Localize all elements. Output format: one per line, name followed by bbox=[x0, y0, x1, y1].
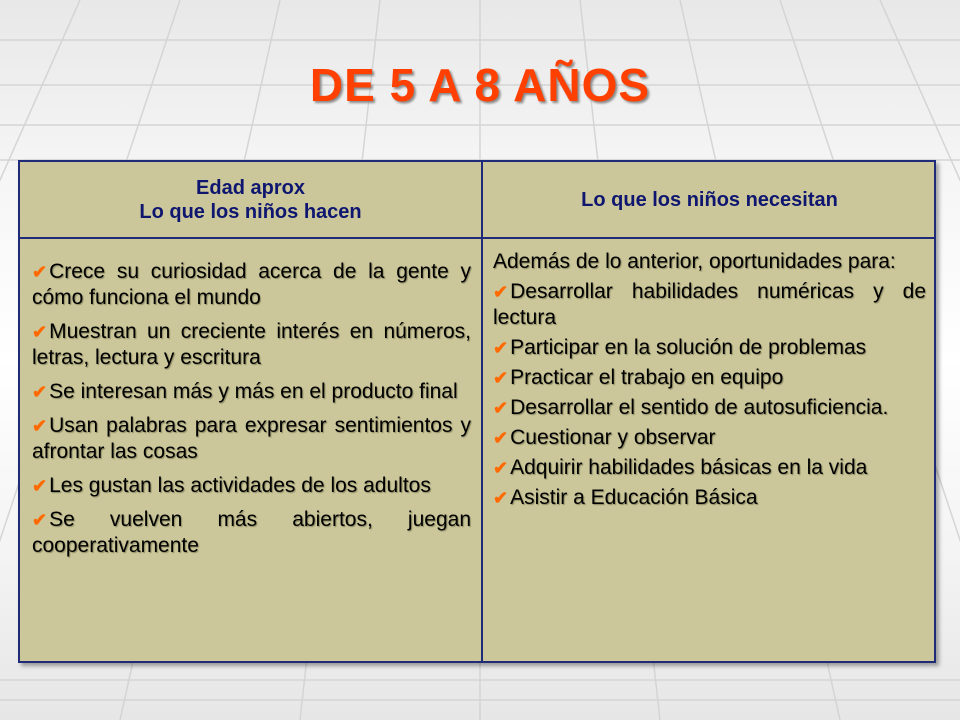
left-cell bbox=[20, 239, 481, 567]
checkmark-icon: ✔ bbox=[32, 510, 48, 530]
right-list-item bbox=[493, 485, 926, 511]
right-header-text: Lo que los niños necesitan bbox=[581, 188, 838, 211]
left-item-text: Les gustan las actividades de los adultos bbox=[49, 474, 431, 497]
right-cell bbox=[483, 239, 936, 515]
checkmark-icon: ✔ bbox=[493, 488, 509, 508]
right-list-item bbox=[493, 279, 926, 331]
left-item-text: Crece su curiosidad acerca de la gente y cómo funciona el mundo bbox=[32, 260, 471, 309]
left-column-header bbox=[20, 162, 481, 237]
right-list-item bbox=[493, 455, 926, 481]
right-item-text: Desarrollar el sentido de autosuficiencia. bbox=[510, 396, 889, 419]
left-list-item bbox=[32, 473, 471, 499]
checkmark-icon: ✔ bbox=[32, 476, 48, 496]
right-item-text: Adquirir habilidades básicas en la vida bbox=[510, 456, 868, 479]
right-item-text: Participar en la solución de problemas bbox=[510, 336, 867, 359]
right-intro-text: Además de lo anterior, oportunidades para: bbox=[493, 250, 896, 273]
left-list-item bbox=[32, 379, 471, 405]
checkmark-icon: ✔ bbox=[493, 368, 509, 388]
checkmark-icon: ✔ bbox=[32, 262, 48, 282]
right-list-item bbox=[493, 335, 926, 361]
left-list-item bbox=[32, 319, 471, 371]
right-item-text: Practicar el trabajo en equipo bbox=[510, 366, 784, 389]
left-header-line1: Edad aprox bbox=[196, 176, 305, 199]
page-title: DE 5 A 8 AÑOS bbox=[309, 59, 651, 111]
right-list-item bbox=[493, 395, 926, 421]
left-item-text: Se interesan más y más en el producto final bbox=[49, 380, 458, 403]
checkmark-icon: ✔ bbox=[493, 458, 509, 478]
right-column-header bbox=[483, 162, 936, 237]
right-item-text: Cuestionar y observar bbox=[510, 426, 716, 449]
right-item-text: Asistir a Educación Básica bbox=[510, 486, 758, 509]
left-header-line2: Lo que los niños hacen bbox=[139, 200, 362, 223]
checkmark-icon: ✔ bbox=[32, 416, 48, 436]
info-table bbox=[18, 160, 936, 663]
left-item-text: Muestran un creciente interés en números, letras, lectura y escritura bbox=[32, 320, 471, 369]
left-list-item bbox=[32, 413, 471, 465]
left-list-item bbox=[32, 259, 471, 311]
checkmark-icon: ✔ bbox=[493, 338, 509, 358]
left-item-text: Usan palabras para expresar sentimientos y afrontar las cosas bbox=[32, 414, 471, 463]
right-item-text: Desarrollar habilidades numéricas y de lectura bbox=[493, 280, 926, 329]
left-list-item bbox=[32, 507, 471, 559]
right-list-item bbox=[493, 365, 926, 391]
checkmark-icon: ✔ bbox=[493, 282, 509, 302]
right-list-item bbox=[493, 425, 926, 451]
left-item-text: Se vuelven más abiertos, juegan cooperativamente bbox=[32, 508, 471, 557]
checkmark-icon: ✔ bbox=[493, 428, 509, 448]
checkmark-icon: ✔ bbox=[493, 398, 509, 418]
checkmark-icon: ✔ bbox=[32, 322, 48, 342]
checkmark-icon: ✔ bbox=[32, 382, 48, 402]
